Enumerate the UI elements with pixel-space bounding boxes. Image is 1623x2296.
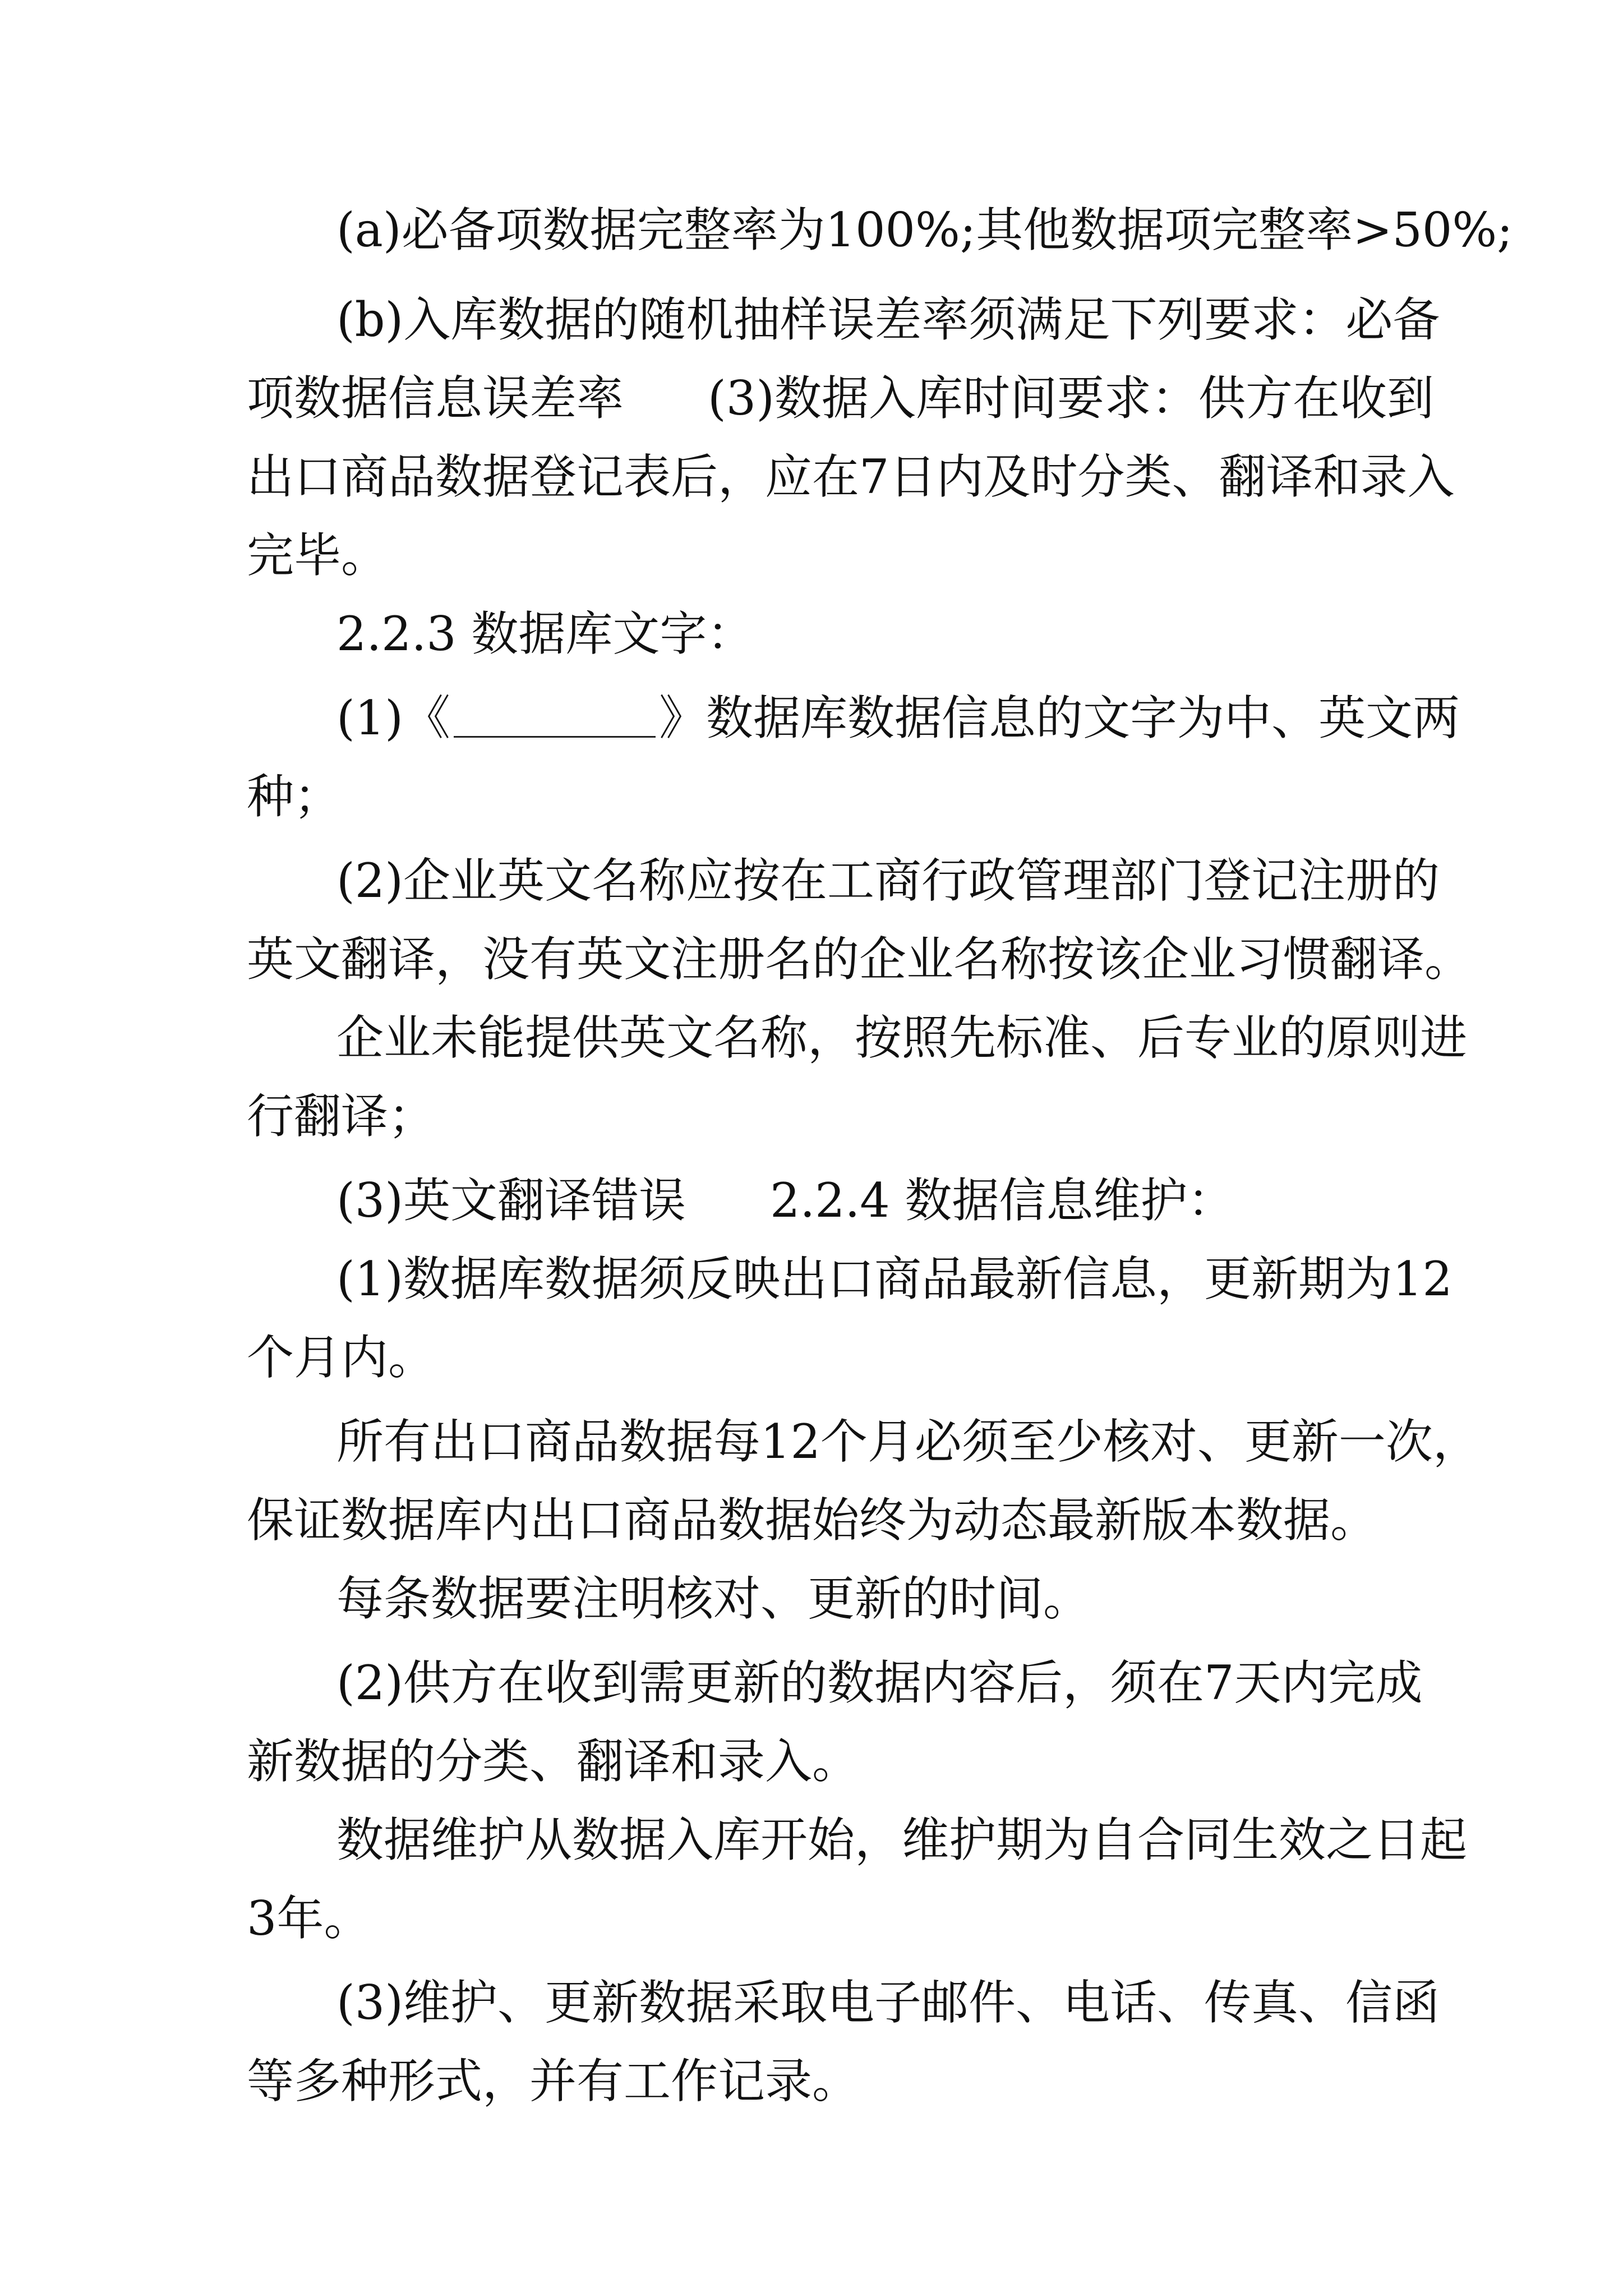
- line-segment: (3)英文翻译错误: [336, 1173, 686, 1228]
- paragraph-line: 种；: [247, 769, 342, 824]
- paragraph-line: 完毕。: [247, 528, 389, 583]
- line-segment: 》数据库数据信息的文字为中、英文两: [659, 691, 1460, 746]
- paragraph-line: 英文翻译，没有英文注册名的企业名称按该企业习惯翻译。: [247, 932, 1472, 987]
- paragraph-line: (1)数据库数据须反映出口商品最新信息，更新期为12: [336, 1251, 1453, 1306]
- paragraph-line: [336, 690, 1460, 746]
- line-segment: 项数据信息误差率: [247, 371, 624, 426]
- paragraph-line: 保证数据库内出口商品数据始终为动态最新版本数据。: [247, 1493, 1378, 1548]
- blank-fill-line: [454, 697, 656, 738]
- paragraph-line: [247, 370, 1434, 426]
- section-heading: 2.2.3 数据库文字：: [336, 606, 754, 661]
- line-segment: (3)数据入库时间要求：供方在收到: [708, 371, 1435, 426]
- paragraph-line: 所有出口商品数据每12个月必须至少核对、更新一次，: [336, 1414, 1480, 1469]
- paragraph-line: 出口商品数据登记表后，应在7日内及时分类、翻译和录入: [247, 449, 1455, 504]
- paragraph-line: 等多种形式，并有工作记录。: [247, 2054, 860, 2109]
- paragraph-line: 行翻译；: [247, 1089, 436, 1144]
- paragraph-line: 个月内。: [247, 1330, 436, 1385]
- paragraph-line: (2)供方在收到需更新的数据内容后，须在7天内完成: [336, 1655, 1423, 1710]
- paragraph-line: 新数据的分类、翻译和录入。: [247, 1734, 860, 1789]
- paragraph-line: (a)必备项数据完整率为100%;其他数据项完整率>50%;: [336, 203, 1513, 257]
- paragraph-line: [336, 1172, 1234, 1228]
- paragraph-line: (2)企业英文名称应按在工商行政管理部门登记注册的: [336, 853, 1440, 908]
- section-heading: 2.2.4 数据信息维护：: [770, 1173, 1235, 1228]
- line-segment: (1)《: [336, 691, 450, 746]
- paragraph-line: 3年。: [247, 1891, 371, 1946]
- paragraph-line: 每条数据要注明核对、更新的时间。: [336, 1571, 1091, 1626]
- paragraph-line: 数据维护从数据入库开始，维护期为自合同生效之日起: [336, 1812, 1468, 1867]
- paragraph-line: 企业未能提供英文名称，按照先标准、后专业的原则进: [336, 1010, 1468, 1065]
- paragraph-line: (b)入库数据的随机抽样误差率须满足下列要求：必备: [336, 292, 1440, 347]
- paragraph-line: (3)维护、更新数据采取电子邮件、电话、传真、信函: [336, 1975, 1440, 2030]
